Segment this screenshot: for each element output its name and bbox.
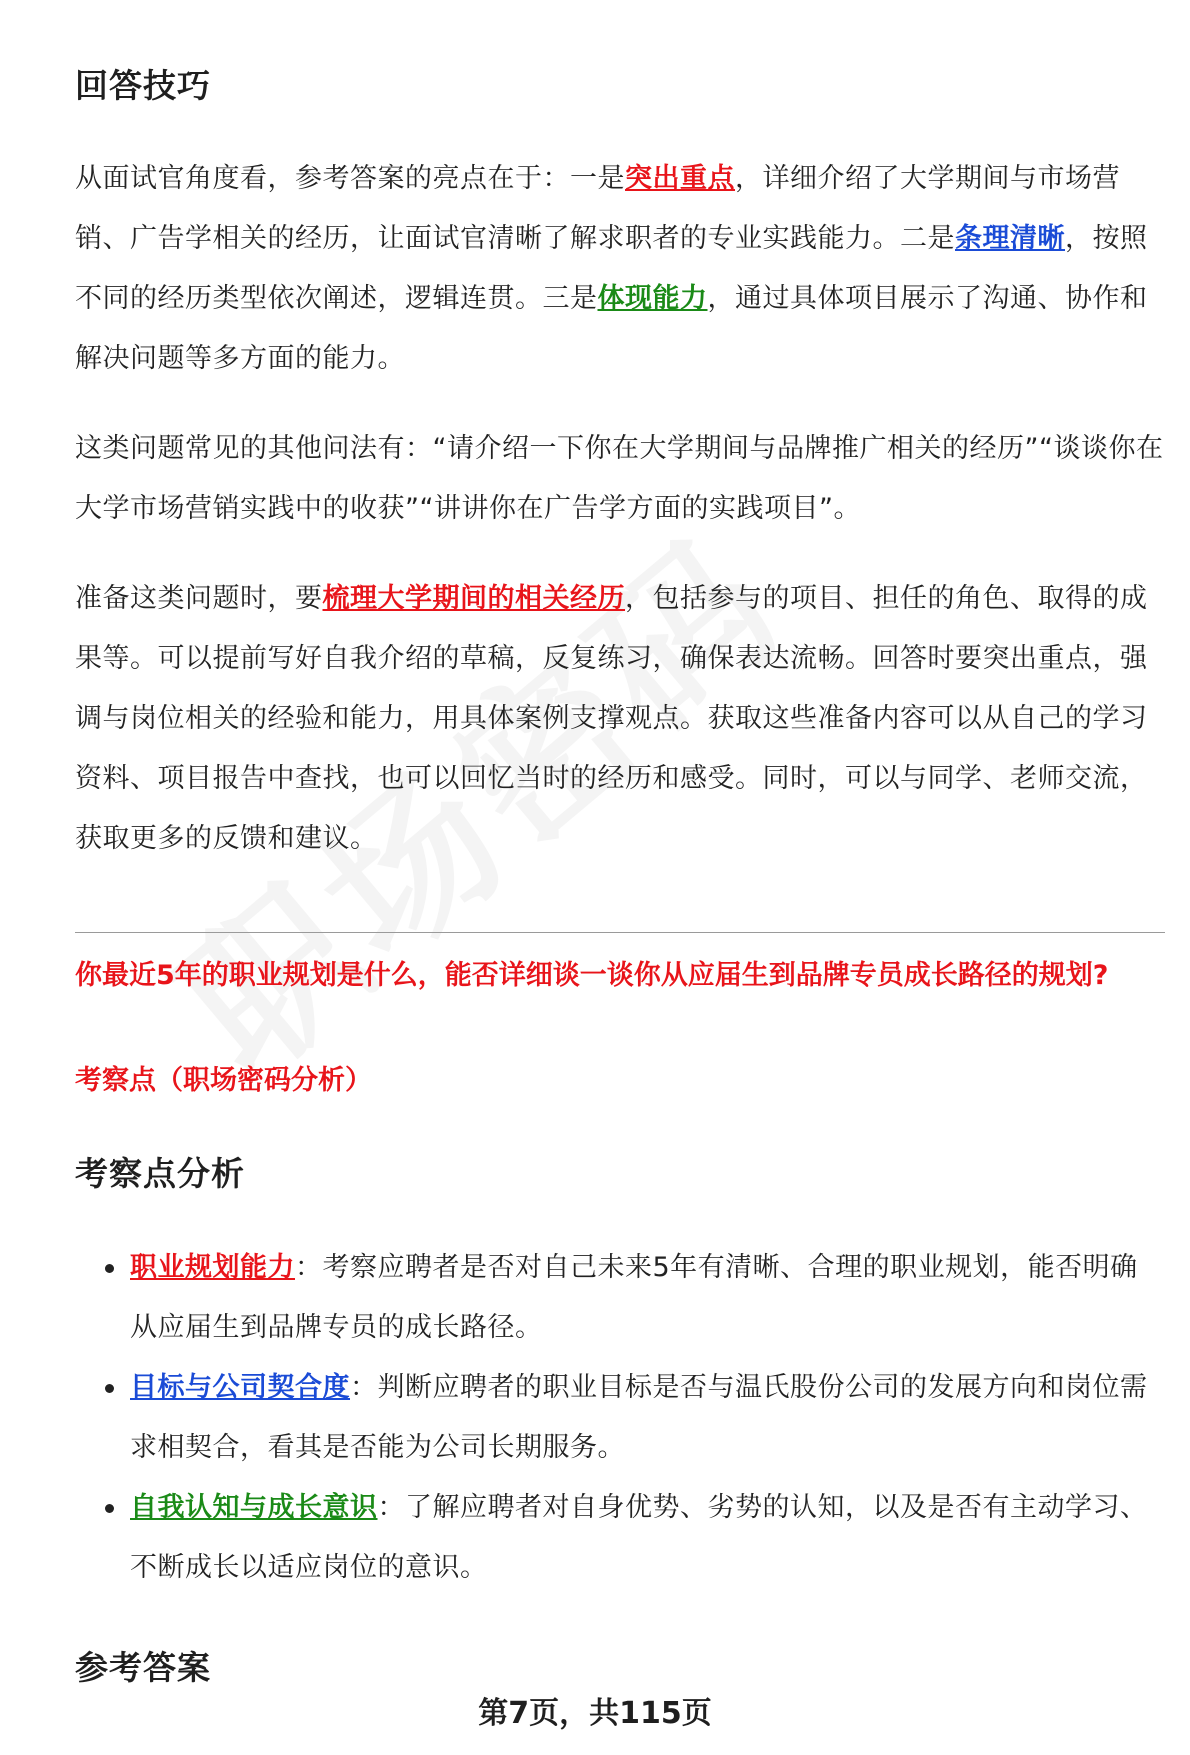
section-title-reference-answer: 参考答案 [75, 1648, 211, 1687]
text-run: ，按照不同的经历类型依次阐述，逻辑连贯。三是 [75, 223, 1148, 314]
kaochadian-label: 考察点（职场密码分析） [75, 1065, 372, 1096]
highlight-red: 突出重点 [625, 163, 735, 194]
text-run: ：判断应聘者的职业目标是否与温氏股份公司的发展方向和岗位需求相契合，看其是否能为公司长期服务。 [130, 1372, 1148, 1463]
page-number: 第7页，共115页 [478, 1696, 712, 1731]
list-item [75, 1238, 1165, 1358]
analysis-list [75, 1238, 1165, 1598]
bullet-icon [105, 1264, 114, 1273]
document-body [75, 60, 1165, 869]
section-title-answer-tips: 回答技巧 [75, 66, 211, 105]
highlight-green: 体现能力 [597, 283, 708, 314]
text-run: ，通过具体项目展示了沟通、协作和解决问题等多方面的能力。 [75, 283, 1148, 374]
paragraph-alternative-questions: 这类问题常见的其他问法有：“请介绍一下你在大学期间与品牌推广相关的经历”“谈谈你在大学市场营销实践中的收获”“讲讲你在广告学方面的实践项目”。 [75, 433, 1164, 524]
bullet-icon [105, 1384, 114, 1393]
question-title: 你最近5年的职业规划是什么，能否详细谈一谈你从应届生到品牌专员成长路径的规划? [75, 960, 1109, 991]
highlight-red: 职业规划能力 [130, 1252, 295, 1283]
text-run: 准备这类问题时，要 [75, 583, 323, 614]
text-run: ，包括参与的项目、担任的角色、取得的成果等。可以提前写好自我介绍的草稿，反复练习，确保表达流畅。回答时要突出重点，强调与岗位相关的经验和能力，用具体案例支撑观点。获取这些准备内容可以从自己的学习资料、项目报告中查找，也可以回忆当时的经历和感受。同时，可以与同学、老师交流，获取更多的反馈和建议。 [75, 583, 1148, 854]
paragraph-highlights [75, 149, 1165, 389]
highlight-red: 梳理大学期间的相关经历 [322, 583, 625, 614]
text-run: ，详细介绍了大学期间与市场营销、广告学相关的经历，让面试官清晰了解求职者的专业实践能力。二是 [75, 163, 1120, 254]
text-run: ：考察应聘者是否对自己未来5年有清晰、合理的职业规划，能否明确从应届生到品牌专员的成长路径。 [130, 1252, 1138, 1343]
paragraph-preparation [75, 569, 1165, 869]
highlight-green: 自我认知与成长意识 [130, 1492, 378, 1523]
divider [75, 932, 1165, 933]
highlight-blue: 目标与公司契合度 [130, 1372, 350, 1403]
section-title-analysis: 考察点分析 [75, 1154, 245, 1193]
text-run: ：了解应聘者对自身优势、劣势的认知，以及是否有主动学习、不断成长以适应岗位的意识。 [130, 1492, 1148, 1583]
highlight-blue: 条理清晰 [955, 223, 1065, 254]
bullet-icon [105, 1504, 114, 1513]
text-run: 从面试官角度看，参考答案的亮点在于：一是 [75, 163, 625, 194]
list-item [75, 1478, 1165, 1598]
list-item [75, 1358, 1165, 1478]
